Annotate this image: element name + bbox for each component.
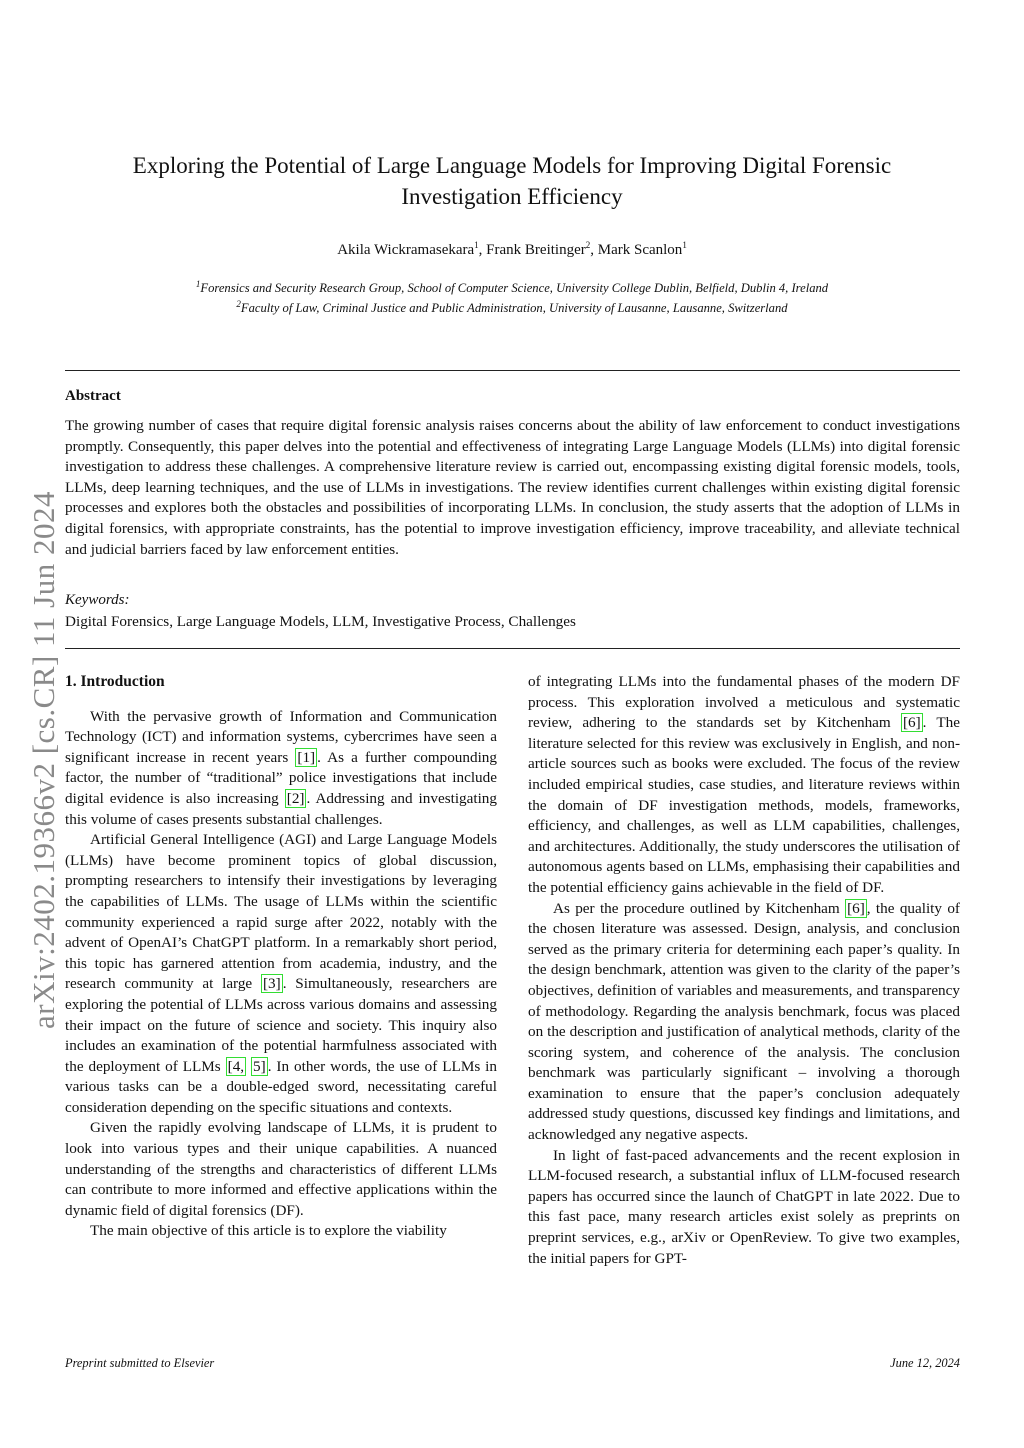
author-name: Mark Scanlon xyxy=(597,242,683,258)
abstract-heading: Abstract xyxy=(65,388,121,404)
paragraph-text: As per the procedure outlined by Kitchenham xyxy=(553,899,846,917)
affiliation-mark: 1 xyxy=(195,279,201,289)
paragraph: In light of fast-paced advancements and the recent explosion in LLM-focused research, a substantial influx of LLM-focused research papers has occurred since the launch of ChatGPT in late 2022. Due to this fast pace, many research articles exist solely as preprints on preprint services, e.g., arXiv or OpenReview. To give two examples, the initial papers for GPT- xyxy=(528,1146,960,1267)
paper-title xyxy=(80,150,944,212)
paragraph-text: With the pervasive growth of Information and Communication Technology (ICT) and information systems, cybercrimes have seen a significant increase in recent years xyxy=(65,707,497,766)
affiliations xyxy=(80,276,944,316)
right-column xyxy=(528,672,960,1269)
paragraph-text: . In other words, the use of LLMs in various tasks can be a double-edged sword, necessitating careful consideration depending on the specific situations and contexts. xyxy=(65,1057,497,1116)
title-line-2: Investigation Efficiency xyxy=(401,184,623,209)
author-affiliation-mark: 2 xyxy=(585,240,591,250)
top-divider xyxy=(65,370,960,371)
paragraph-text: . As a further compounding factor, the number of “traditional” police investigations that include digital evidence is also increasing xyxy=(65,748,497,807)
bottom-divider xyxy=(65,648,960,649)
author-affiliation-mark: 1 xyxy=(682,240,687,250)
paragraph-text: . The literature selected for this review was exclusively in English, and non-article sources such as books were excluded. The focus of the review included empirical studies, case studies, and literature reviews within the domain of DF investigation methods, models, frameworks, efficiency, and challenges, as well as LLM capabilities, challenges, and architectures. Additionally, the study underscores the utilisation of autonomous agents based on LLMs, emphasising their capabilities and the potential efficiency gains achievable in the field of DF. xyxy=(528,714,960,896)
paragraph-text: . Addressing and investigating this volume of cases presents substantial challenges. xyxy=(65,789,497,828)
author-affiliation-mark: 1 xyxy=(474,240,479,250)
paragraph xyxy=(528,672,960,899)
arxiv-identifier: arXiv:2402.19366v2 [cs.CR] 11 Jun 2024 xyxy=(26,491,61,1029)
citation-link[interactable]: 5] xyxy=(253,1057,266,1075)
paragraph: Given the rapidly evolving landscape of LLMs, it is prudent to look into various types and their unique capabilities. A nuanced understanding of the strengths and characteristics of different LLMs can contribute to more informed and effective applications within the dynamic field of digital forensics (DF). xyxy=(65,1119,497,1219)
paragraph-text: . Simultaneously, researchers are exploring the potential of LLMs across various domains and assessing their impact on the future of science and society. This inquiry also includes an examination of the potential harmfulness associated with the deployment of LLMs xyxy=(65,975,497,1075)
author-name: Frank Breitinger xyxy=(486,242,586,258)
paragraph xyxy=(65,830,497,1118)
citation-link[interactable]: [1] xyxy=(297,748,316,766)
citation-link[interactable]: [6] xyxy=(902,714,921,732)
section-heading-introduction: 1. Introduction xyxy=(65,673,165,690)
left-column xyxy=(65,672,497,1242)
citation-link[interactable]: [4, xyxy=(227,1057,245,1075)
affiliation-text: Faculty of Law, Criminal Justice and Public Administration, University of Lausanne, Lausanne, Switzerland xyxy=(240,301,788,316)
paragraph-text: Artificial General Intelligence (AGI) and Large Language Models (LLMs) have become prominent topics of global discussion, prompting researchers to intensify their investigations by leveraging the capabilities of LLMs. The usage of LLMs within the scientific community experienced a rapid surge after 2022, notably with the advent of OpenAI’s ChatGPT platform. In a remarkably short period, this topic has garnered attention from academia, industry, and the research community at large xyxy=(65,831,497,993)
citation-link[interactable]: [6] xyxy=(847,899,865,917)
title-line-1: Exploring the Potential of Large Language Models for Improving Digital Forensic xyxy=(132,153,892,178)
citation-link[interactable]: [2] xyxy=(286,789,305,807)
paragraph xyxy=(65,707,497,831)
keywords-heading: Keywords: xyxy=(65,592,130,608)
abstract-text: The growing number of cases that require digital forensic analysis raises concerns about the ability of law enforcement to conduct investigations promptly. Consequently, this paper delves into the potential and effectiveness of integrating Large Language Models (LLMs) into digital forensic investigation to address these challenges. A comprehensive literature review is carried out, encompassing existing digital forensic models, tools, LLMs, deep learning techniques, and the use of LLMs in investigations. The review identifies current challenges within existing digital forensic processes and explores both the obstacles and possibilities of incorporating LLMs. In conclusion, the study asserts that the adoption of LLMs in digital forensics, with appropriate constraints, has the potential to improve investigation efficiency, improve traceability, and alleviate technical and judicial barriers faced by law enforcement entities. xyxy=(65,417,960,558)
citation-link[interactable]: [3] xyxy=(262,975,281,993)
affiliation-mark: 2 xyxy=(236,299,241,310)
keywords-text: Digital Forensics, Large Language Models, LLM, Investigative Process, Challenges xyxy=(65,613,576,630)
affiliation-text: Forensics and Security Research Group, School of Computer Science, University College Dublin, Belfield, Dublin 4, Ireland xyxy=(200,281,829,296)
footer-date: June 12, 2024 xyxy=(890,1356,960,1370)
author-name: Akila Wickramasekara xyxy=(337,242,475,258)
paragraph: The main objective of this article is to explore the viability xyxy=(90,1222,447,1240)
paragraph-text: of integrating LLMs into the fundamental phases of the modern DF process. This exploration involved a meticulous and systematic review, adhering to the standards set by Kitchenham xyxy=(528,673,960,732)
paragraph xyxy=(528,899,960,1146)
paragraph-text: , the quality of the chosen literature was assessed. Design, analysis, and conclusion served as the primary criteria for determining each paper’s quality. In the design benchmark, attention was given to the clarity of the paper’s objectives, definition of variables and measurements, and transparency of methodology. Regarding the analysis benchmark, focus was placed on the description and justification of analytical methods, clarity of the scoring system, and coherence of the analysis. The conclusion benchmark was particularly significant – involving a thorough examination to ensure that the paper’s conclusion adequately addressed study questions, discussed key findings and limitations, and acknowledged any negative aspects. xyxy=(528,899,960,1144)
footer-preprint-note: Preprint submitted to Elsevier xyxy=(65,1356,215,1370)
author-list: Akila Wickramasekara$^1$, Frank Breitinger$^2$, Mark Scanlon$^1$ xyxy=(337,240,687,258)
